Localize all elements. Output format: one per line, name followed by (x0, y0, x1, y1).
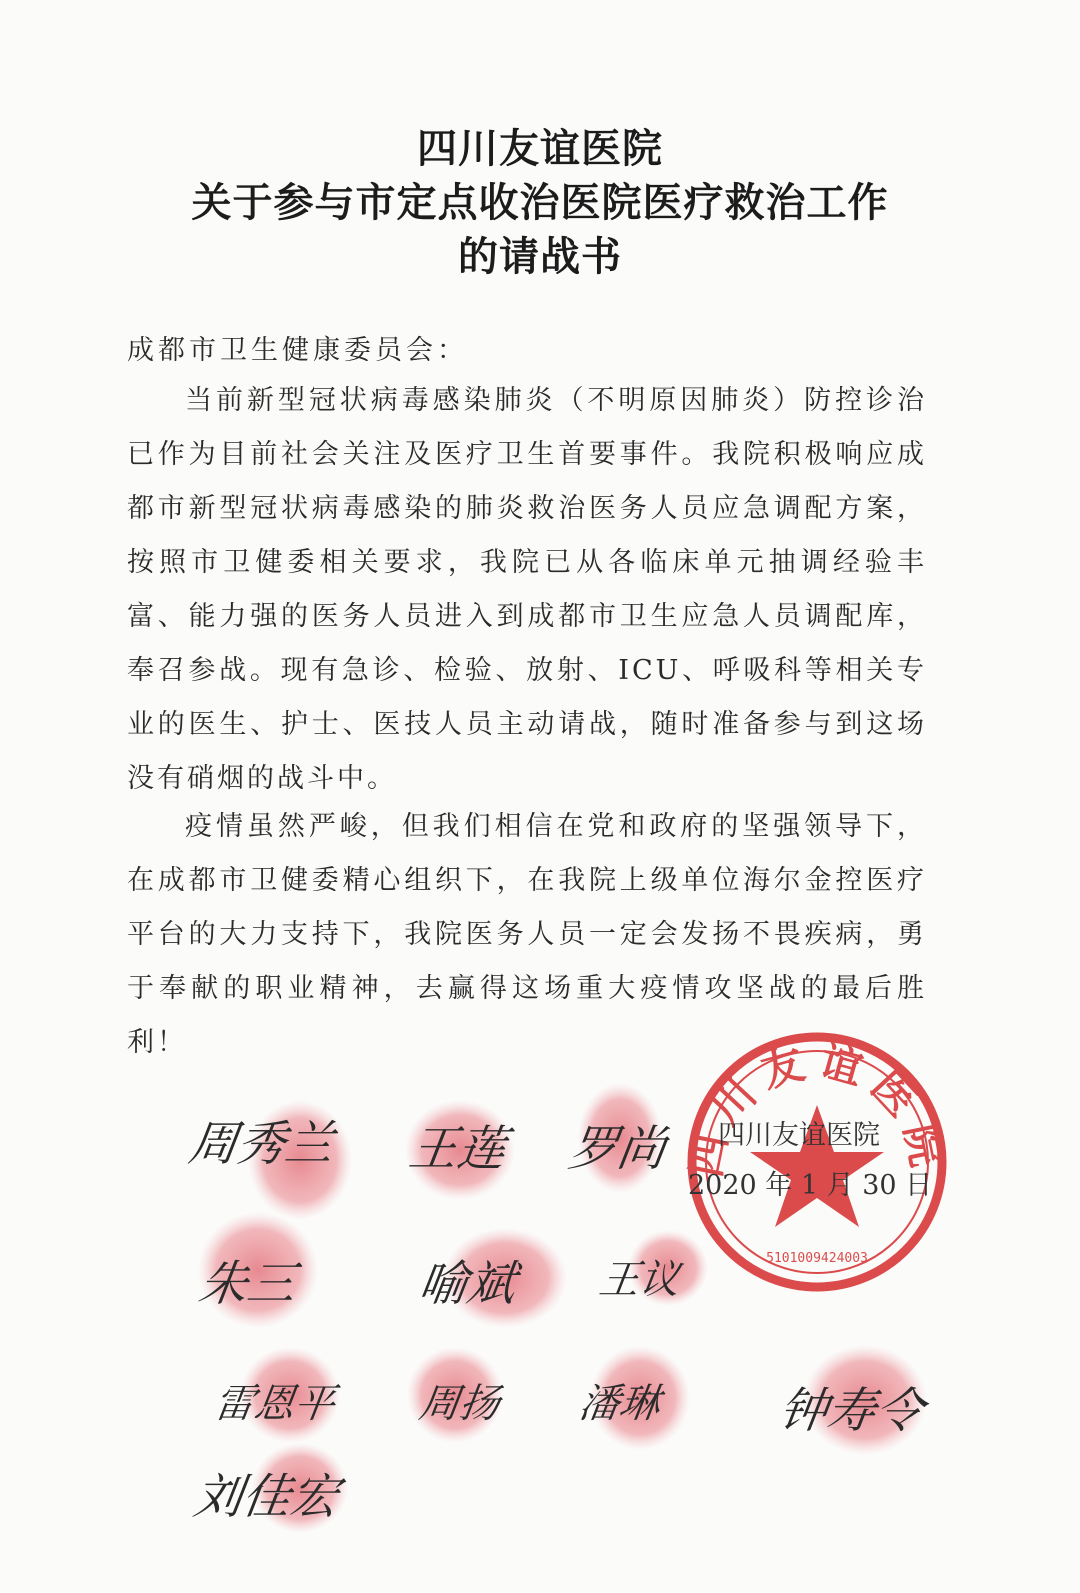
signature-4: 朱三 (195, 1256, 300, 1312)
body-paragraph-1: 当前新型冠状病毒感染肺炎（不明原因肺炎）防控诊治已作为目前社会关注及医疗卫生首要事件。我院积极响应成都市新型冠状病毒感染的肺炎救治医务人员应急调配方案，按照市卫健委相关要求，我院已从各临床单元抽调经验丰富、能力强的医务人员进入到成都市卫生应急人员调配库，奉召参战。现有急诊、检验、放射、ICU、呼吸科等相关专业的医生、护士、医技人员主动请战，随时准备参与到这场没有硝烟的战斗中。 (127, 385, 927, 794)
signature-5: 喻斌 (415, 1256, 520, 1312)
body-paragraph-2: 疫情虽然严峻，但我们相信在党和政府的坚强领导下，在成都市卫健委精心组织下，在我院上级单位海尔金控医疗平台的大力支持下，我院医务人员一定会发扬不畏疾病，勇于奉献的职业精神，去赢得这场重大疫情攻坚战的最后胜利！ (127, 811, 927, 1058)
signature-1: 周秀兰 (185, 1116, 338, 1172)
signer-name: 四川友谊医院 (718, 1120, 880, 1151)
document-title-line-3: 的请战书 (458, 233, 622, 280)
seal-number: 5101009424003 (766, 1251, 868, 1266)
document-title-line-1: 四川友谊医院 (417, 125, 663, 172)
salutation: 成都市卫生健康委员会： (127, 335, 468, 366)
signature-9: 潘琳 (576, 1381, 663, 1427)
signer-date: 2020 年 1 月 30 日 (688, 1170, 933, 1201)
signature-10: 钟寿令 (775, 1383, 928, 1439)
signature-2: 王莲 (405, 1121, 510, 1177)
seal-text: 四川友谊医院 (680, 1035, 954, 1181)
signature-8: 周扬 (416, 1381, 503, 1427)
signature-7: 雷恩平 (211, 1381, 338, 1427)
signature-11: 刘佳宏 (190, 1469, 343, 1525)
document-title-line-2: 关于参与市定点收治医院医疗救治工作 (191, 179, 889, 226)
signature-6: 王议 (596, 1257, 683, 1303)
signature-3: 罗尚 (565, 1121, 670, 1177)
official-seal (681, 1036, 954, 1287)
